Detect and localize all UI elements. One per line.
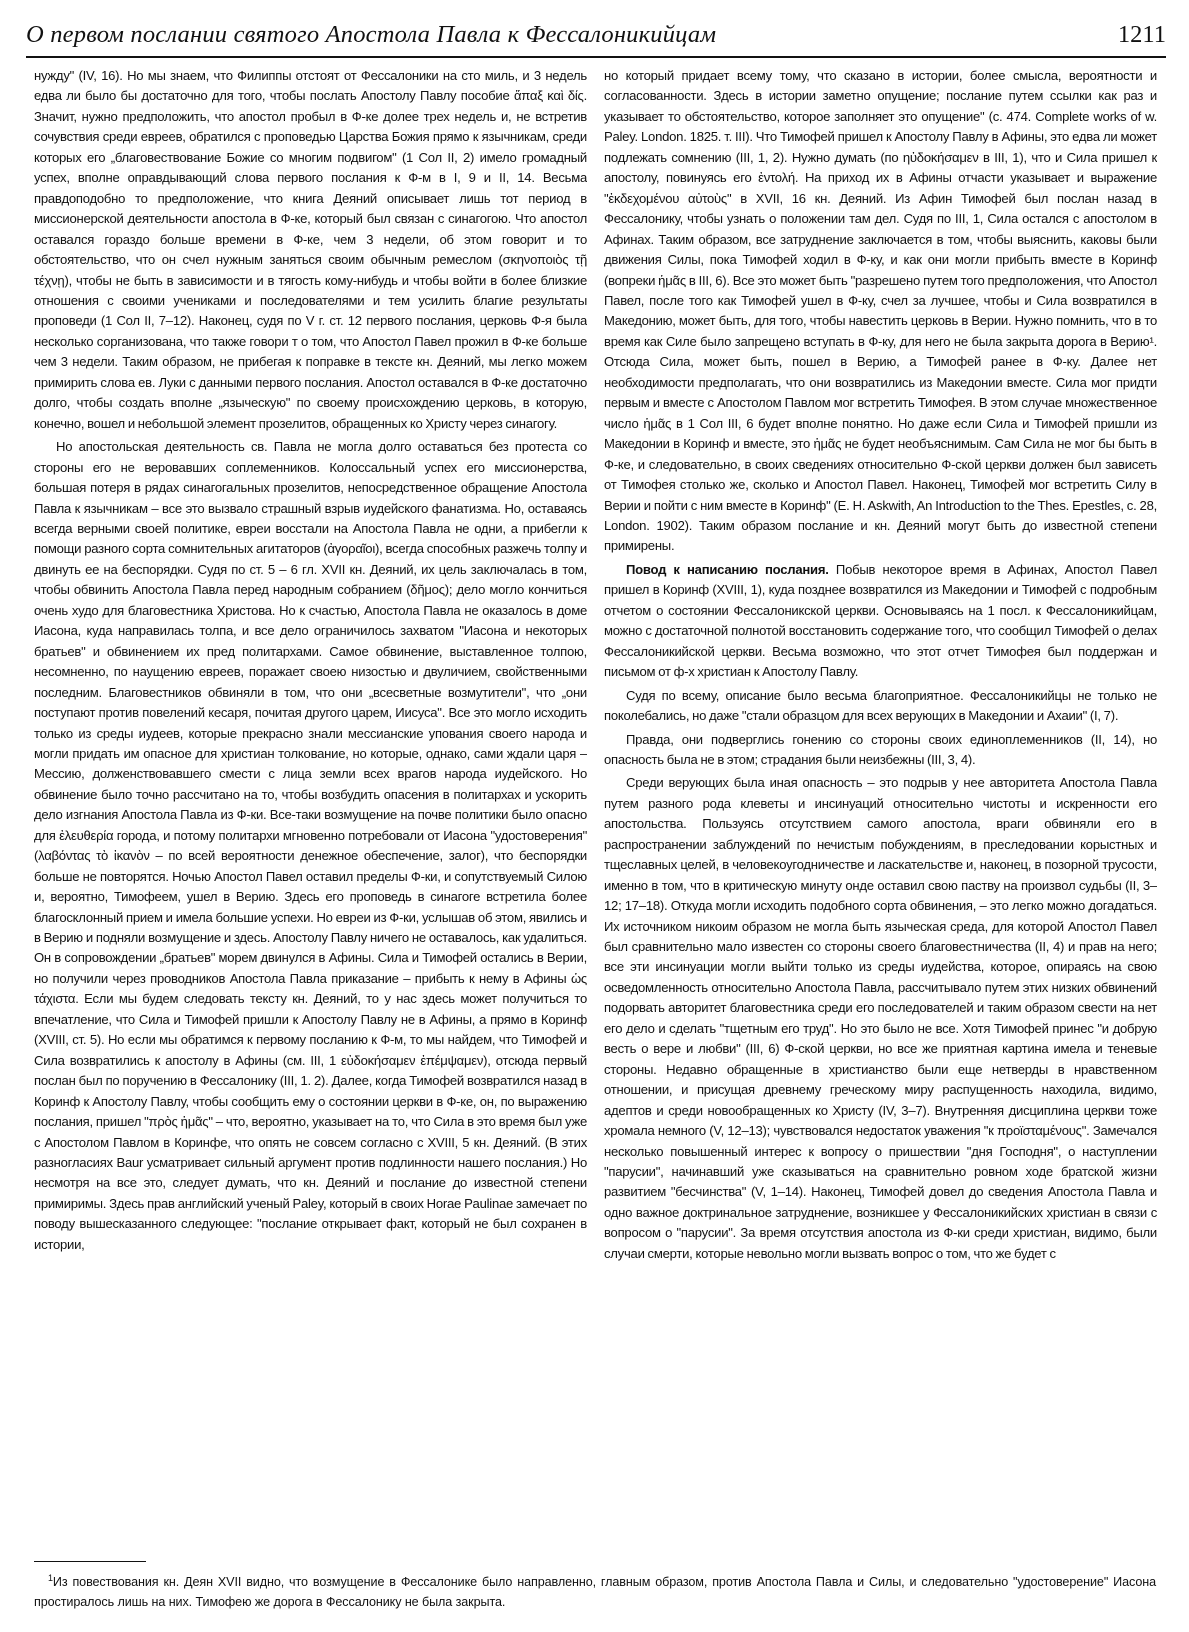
footnote-divider: [34, 1561, 146, 1562]
right-paragraph-2: [604, 560, 1157, 683]
footnote-marker: 1: [48, 1573, 53, 1583]
header-title: О первом послании святого Апостола Павла к Фессалоникийцам: [26, 21, 717, 48]
footnote-text: Из повествования кн. Деян XVII видно, что возмущение в Фессалонике было направленно, главным образом, против Апостола Павла и Силы, и следовательно "удостоверение" Иасона простиралось лишь на них. Тимофею же дорога в Фессалонику не была закрыта.: [34, 1575, 1156, 1610]
left-column: [34, 66, 587, 1546]
right-column: [604, 66, 1157, 1546]
right-paragraph-3: Судя по всему, описание было весьма благоприятное. Фессалоникийцы не только не поколебались, но даже "стали образцом для всех верующих в Македонии и Ахаии" (I, 7).: [604, 687, 1157, 724]
right-paragraph-2-text: Побыв некоторое время в Афинах, Апостол Павел пришел в Коринф (XVIII, 1), куда позднее возвратился из Македонии и Тимофей с подробным отчетом о состоянии Фессалоникской церкви. Основываясь на 1 посл. к Фессалоникийцам, можно с достаточной полнотой восстановить содержание того, что сообщил Тимофей о делах Фессалоникийской церкви. Весьма возможно, что этот отчет Тимофея был поддержан и письмом от ф-х христиан к Апостолу Павлу.: [604, 561, 1157, 680]
left-paragraph-1: нужду" (IV, 16). Но мы знаем, что Филиппы отстоят от Фессалоники на сто миль, и 3 недель едва ли было бы достаточно для того, чтобы послать Апостолу Павлу пособие ἅπαξ καὶ δίς. Значит, нужно предположить, что апостол пробыл в Ф-ке долее трех недель и, не встретив сочувствия среди евреев, обратился с проповедью Царства Божия прямо к язычникам, среди которых его „благовествование Божие со многим подвигом" (1 Сол II, 2) имело громадный успех, вполне оправдывающий слова первого послания к Ф-м в I, 9 и II, 14. Весьма правдоподобно то предположение, что книга Деяний описывает лишь тот период в миссионерской деятельности апостола в Ф-ке, который был связан с синагогою. Что апостол оставался гораздо больше времени в Ф-ке, чем 3 недели, об этом говорит и то обстоятельство, что он счел нужным заняться своим обычным ремеслом (σκηνοποιὸς τῇ τέχνῃ), чтобы не быть в зависимости и в тягость кому-нибудь и чтобы войти в более близкие отношения с своими учениками и последователями и тем усилить благие результаты проповеди (1 Сол II, 7–12). Наконец, судя по V г. ст. 12 первого послания, церковь Ф-я была несколько сорганизована, что также говори т о том, что Апостол Павел прожил в Ф-ке больше чем 3 недели. Таким образом, не прибегая к поправке в тексте кн. Деяний, мы легко можем примирить слова ев. Луки с данными первого послания. Апостол оставался в Ф-ке достаточно долго, чтобы создать вполне „языческую" по своему происхождению церковь, в которую, конечно, вошел и небольшой элемент прозелитов, обращенных ко Христу через синагогу.: [34, 68, 587, 431]
section-heading-inline: Повод к написанию послания.: [626, 561, 829, 577]
footnote: [34, 1568, 1156, 1612]
left-paragraph-2: Но апостольская деятельность св. Павла не могла долго оставаться без протеста со стороны его не веровавших соплеменников. Колоссальный успех его миссионерства, большая потеря в рядах синагогальных прозелитов, непосредственное обращение Апостола Павла к язычникам – все это вызвало страшный взрыв иудейского фанатизма. Но, оставаясь всегда верными своей политике, евреи восстали на Апостола Павла не одни, а прибегли к помощи разного сорта сомнительных агитаторов (ἀγοραῖοι), всегда способных разжечь толпу и двинуть ее на беспорядки. Судя по ст. 5 – 6 гл. XVII кн. Деяний, их цель заключалась в том, чтобы обвинить Апостола Павла перед народным собранием (δῆμος); дело могло кончиться очень худо для благовестника Христова. Но к счастью, Апостола Павла не оказалось в доме Иасона, куда направилась толпа, и все дело ограничилось захватом "Иасона и некоторых братьев" и обвинением их пред политархами. Самое обвинение, выставленное толпою, несомненно, по наущению евреев, поражает своею низостью и двуличием, свойственными последним. Благовестников обвиняли в том, что они „всесветные возмутители", что „они поступают против повелений кесаря, почитая другого царем, Иисуса". Все это могло исходить только из среды иудеев, которые прекрасно знали мессианские упования своего народа и могли придать им опасное для христиан толкование, но которые, однако, сами ждали царя – Мессию, долженствовавшего смести с лица земли всех врагов народа иудейского. Но обвинение было точно рассчитано на то, чтобы возбудить опасения в политархах и ускорить дело изгнания Апостола Павла из Ф-ки. Все-таки возмущение на почве политики было опасно для ἐλευθερία города, и потому политархи мгновенно потребовали от Иасона "удостоверения"(λαβόντας τὸ ἱκανὸν – по всей вероятности денежное обеспечение, залог), что беспорядки больше не повторятся. Ночью Апостол Павел оставил пределы Ф-ки, и сопутствуемый Силою и, вероятно, Тимофеем, ушел в Верию. Здесь его проповедь в синагоге встретила более благосклонный прием и имела большие успехи. Но евреи из Ф-ки, услышав об этом, явились и в Верию и подняли возмущение и здесь. Апостолу Павлу ничего не оставалось, как удалиться. Он в сопровождении „братьев" морем двинулся в Афины. Сила и Тимофей остались в Верии, но получили через проводников Апостола Павла приказание – прибыть к нему в Афины ὡς τάχιστα. Если мы будем следовать тексту кн. Деяний, то у нас здесь может получиться то впечатление, что Сила и Тимофей пришли к Апостолу Павлу не в Афины, а прямо в Коринф (XVIII, ст. 5). Но если мы обратимся к первому посланию к Ф-м, то мы найдем, что Тимофей и Сила возвратились к апостолу в Афины (см. III, 1 εὐδοκήσαμεν ἐπέμψαμεν), отсюда первый послан был по поручению в Фессалонику (III, 1. 2). Далее, когда Тимофей возвратился назад в Коринф к Апостолу Павлу, чтобы сообщить ему о состоянии церкви в Ф-ке, он, по выражению послания, пришел "πρὸς ἡμᾶς" – что, вероятно, указывает на то, что Сила в это время был уже с Апостолом Павлом в Коринфе, что опять не совсем согласно с XVIII, 5 кн. Деяний. (В этих разногласиях Baur усматривает сильный аргумент против подлинности нашего послания.) Но несмотря на все это, следует думать, что кн. Деяний и послание до известной степени примиримы. Здесь прав английский ученый Paley, который в своих Horae Paulinae замечает по поводу вышесказанного следующее: "послание открывает факт, который не был сохранен в истории,: [34, 439, 587, 1252]
page-number: 1211: [1117, 21, 1166, 48]
right-paragraph-4: Правда, они подверглись гонению со стороны своих единоплеменников (II, 14), но опасность была не в этом; страдания были неизбежны (III, 3, 4).: [604, 731, 1157, 767]
right-paragraph-1: но который придает всему тому, что сказано в истории, более смысла, вероятности и согласованности. Здесь в истории заметно опущение; послание путем ссылки как раз и указывает то обстоятельство, которое заполняет это опущение" (с. 474. Complete works of w. Paley. London. 1825. т. III). Что Тимофей пришел к Апостолу Павлу в Афины, это едва ли может подлежать сомнению (III, 1, 2). Нужно думать (по ηὐδοκήσαμεν в III, 1), что и Сила пришел к апостолу, повинуясь его ἐντολή. На приход их в Афины отчасти указывает и выражение "ἐκδεχομένου αὐτοὺς" в XVII, 16 кн. Деяний. Из Афин Тимофей был послан назад в Фессалонику, чтобы узнать о положении там дел. Судя по III, 1, Сила остался с апостолом в Афинах. Таким образом, все затруднение заключается в том, чтобы выяснить, каковы были движения Силы, пока Тимофей ходил в Ф-ку, и как они могли прибыть вместе в Коринф (вопреки ἡμᾶς в III, 6). Все это может быть "разрешено путем того предположения, что Апостол Павел, после того как Тимофей ушел в Ф-ку, счел за лучшее, чтобы и Сила возвратился в Македонию, может быть, для того, чтобы навестить церковь в Верии. Нужно помнить, что в то время как Силе было запрещено вступать в Ф-ку, для него не была закрыта дорога в Верию¹. Отсюда Сила, может быть, пошел в Верию, а Тимофей ранее в Ф-ку. Далее нет необходимости предполагать, что они возвратились из Македонии вместе. Сила мог придти первым и вместе с Апостолом Павлом мог встретить Тимофея. В этом случае множественное число ἡμᾶς в 1 Сол III, 6 будет вполне понятно. Но даже если Сила и Тимофей пришли из Македонии в Коринф и вместе, это ἡμᾶς не будет необъяснимым. Сам Сила не мог бы быть в Ф-ке, и следовательно, в своих сведениях относительно Ф-ской церкви должен был зависеть от Тимофея столько же, сколько и Апостол Павел. Наконец, Тимофей мог встретить Силу в Верии и пойти с ним вместе в Коринф" (E. H. Askwith, An Introduction to the Thes. Epestles, c. 28, London. 1902). Таким образом послание и кн. Деяний могут быть до известной степени примирены.: [604, 68, 1157, 554]
right-paragraph-5: Среди верующих была иная опасность – это подрыв у нее авторитета Апостола Павла путем разного рода клеветы и инсинуаций относительно чистоты и искренности его апостольства. Пользуясь отсутствием самого апостола, враги обвиняли его в распространении заблуждений по нечистым побуждениям, в преследовании корыстных и тщеславных целей, в человекоугодничестве и ласкательстве и, наконец, в позорной трусости, именно в том, что в критическую минуту онде оставил свою паству на произвол судьбы (II, 3–12; 17–18). Откуда могли исходить подобного сорта обвинения, – это легко можно догадаться. Их источником никоим образом не могла быть языческая среда, для которой Апостол Павел был сравнительно мало известен со стороны своего благовестничества (II, 4) и прав на него; все эти инсинуации могли выйти только из среды иудейства, которое, опираясь на свою осведомленность относительно Апостола Павла, рассчитывало путем этих низких обвинений подорвать авторитет благовестника среди его последователей и таким образом свести на нет его дело и сделать "тщетным его труд". Но это было не все. Хотя Тимофей принес "и добрую весть о вере и любви" (III, 6) Ф-ской церкви, но все же приятная картина имела и теневые стороны. Недавно обращенные в христианство были еще нетверды в нравственном отношении, и присущая древнему греческому миру распущенность находила, видимо, адептов и среди новообращенных ко Христу (IV, 3–7). Внутренняя дисциплина церкви тоже хромала немного (V, 12–13); чувствовался недостаток уважения "к προϊσταμένους". Замечался несколько повышенный интерес к вопросу о пришествии "дня Господня", о наступлении "парусии", начинавший уже сказываться на сравнительно ровном ходе братской жизни развитием "бесчинства" (V, 1–14). Наконец, Тимофей довел до сведения Апостола Павла и одно важное доктринальное затруднение, возникшее у Фессалоникийских христиан в связи с вопросом о "парусии". За время отсутствия апостола из Ф-ки среди христиан, видимо, были случаи смерти, которые невольно могли вызвать вопрос о том, что же будет с: [604, 775, 1157, 1261]
running-header: [26, 14, 1166, 58]
